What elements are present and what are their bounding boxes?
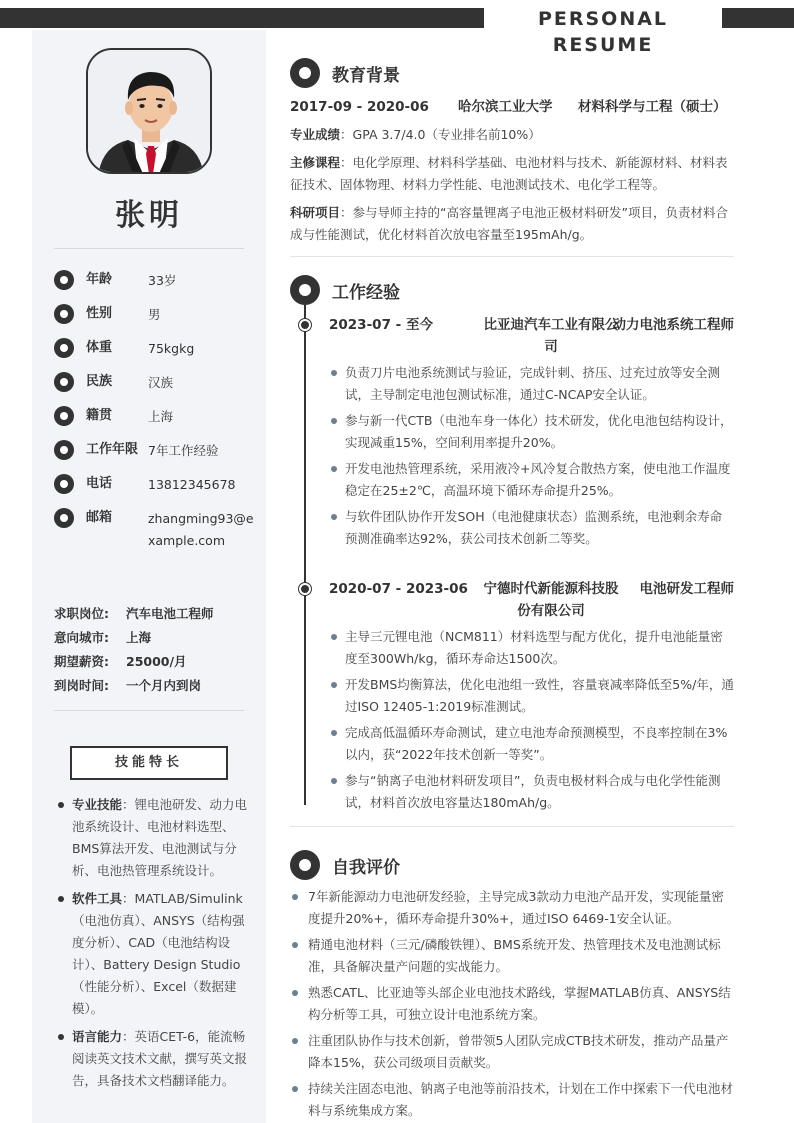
list-item: 熟悉CATL、比亚迪等头部企业电池技术路线，掌握MATLAB仿真、ANSYS结构分析等工具，可独立设计电池系统方案。 <box>290 982 734 1026</box>
education-school: 哈尔滨工业大学 <box>458 99 553 115</box>
education-detail: 专业成绩：GPA 3.7/4.0（专业排名前10%） <box>290 127 541 142</box>
skill-text: 英语CET-6，能流畅阅读英文技术文献，撰写英文报告，具备技术文档翻译能力。 <box>72 1029 248 1088</box>
job-company: 宁德时代新能源科技股份有限公司 <box>483 581 619 619</box>
detail-text: GPA 3.7/4.0（专业排名前10%） <box>352 127 541 142</box>
candidate-name: 张明 <box>115 198 183 233</box>
info-value: 7年工作经验 <box>148 443 219 458</box>
list-item: 持续关注固态电池、钠离子电池等前沿技术，计划在工作中探索下一代电池材料与系统集成方案。 <box>290 1078 734 1122</box>
detail-label: 专业成绩 <box>290 127 341 142</box>
job-intent-value: 25000/月 <box>126 654 187 669</box>
work-section-header <box>290 275 400 305</box>
bullet-circle-icon <box>54 372 74 392</box>
info-value: 13812345678 <box>148 477 236 492</box>
info-label: 邮箱 <box>86 510 113 525</box>
bullet-circle-icon <box>54 406 74 426</box>
timeline-dot-icon <box>299 319 311 331</box>
list-item: 专业技能：锂电池研发、动力电池系统设计、电池材料选型、BMS算法开发、电池测试与分析、电池热管理系统设计。 <box>56 794 252 882</box>
detail-text: 参与导师主持的“高容量锂离子电池正极材料研发”项目，负责材料合成与性能测试，优化材料首次放电容量至195mAh/g。 <box>290 205 728 242</box>
list-item: 开发电池热管理系统，采用液冷+风冷复合散热方案，使电池工作温度稳定在25±2℃，高温环境下循环寿命提升25%。 <box>329 458 734 502</box>
list-item: 完成高低温循环寿命测试，建立电池寿命预测模型，不良率控制在3%以内，获“2022年技术创新一等奖”。 <box>329 722 734 766</box>
job-bullets <box>329 362 734 550</box>
info-label: 民族 <box>86 374 113 389</box>
skill-label: 软件工具 <box>72 891 123 906</box>
info-value: zhangming93@example.com <box>148 511 254 548</box>
section-title: 工作经验 <box>332 282 400 303</box>
timeline-dot-icon <box>299 583 311 595</box>
bullet-circle-icon <box>54 270 74 290</box>
info-row-weight <box>54 338 254 372</box>
list-item: 与软件团队协作开发SOH（电池健康状态）监测系统，电池剩余寿命预测准确率达92%，获公司技术创新二等奖。 <box>329 506 734 550</box>
job-date: 2023-07 - 至今 <box>329 317 433 333</box>
section-circle-icon <box>290 850 320 880</box>
section-title: 自我评价 <box>332 857 400 878</box>
main-content <box>290 0 734 1123</box>
info-label: 籍贯 <box>86 408 113 423</box>
sidebar <box>32 30 266 1123</box>
job-intent-label: 期望薪资: <box>54 654 109 669</box>
education-detail: 主修课程：电化学原理、材料科学基础、电池材料与技术、新能源材料、材料表征技术、固体物理、材料力学性能、电池测试技术、电化学工程等。 <box>290 155 728 192</box>
job-intent-row <box>54 602 254 626</box>
job-entry <box>290 578 734 818</box>
job-intent-row <box>54 674 254 698</box>
job-header <box>329 578 734 622</box>
section-title: 教育背景 <box>332 65 400 86</box>
skill-text: 锂电池研发、动力电池系统设计、电池材料选型、BMS算法开发、电池测试与分析、电池热管理系统设计。 <box>72 797 248 878</box>
info-row-email <box>54 508 254 578</box>
bullet-circle-icon <box>54 474 74 494</box>
section-circle-icon <box>290 58 320 88</box>
list-item: 参与“钠离子电池材料研发项目”，负责电极材料合成与电化学性能测试，材料首次放电容量达180mAh/g。 <box>329 770 734 814</box>
job-entry <box>290 314 734 554</box>
sidebar-divider <box>54 248 244 249</box>
info-value: 33岁 <box>148 273 177 288</box>
list-item: 语言能力：英语CET-6，能流畅阅读英文技术文献，撰写英文报告，具备技术文档翻译能力。 <box>56 1026 252 1092</box>
avatar-portrait-icon <box>88 50 212 174</box>
list-item: 软件工具：MATLAB/Simulink（电池仿真）、ANSYS（结构强度分析）、CAD（电池结构设计）、Battery Design Studio（性能分析）、Excel（数据建模）。 <box>56 888 252 1020</box>
info-row-age <box>54 270 254 304</box>
job-intent-list <box>54 602 254 698</box>
section-circle-icon <box>290 275 320 305</box>
education-date: 2017-09 - 2020-06 <box>290 99 429 115</box>
list-item: 开发BMS均衡算法，优化电池组一致性，容量衰减率降低至5%/年，通过ISO 12405-1:2019标准测试。 <box>329 674 734 718</box>
list-item: 主导三元锂电池（NCM811）材料选型与配方优化，提升电池能量密度至300Wh/kg，循环寿命达1500次。 <box>329 626 734 670</box>
avatar <box>86 48 212 174</box>
sidebar-divider <box>54 710 244 711</box>
job-intent-row <box>54 626 254 650</box>
education-entry <box>290 96 734 246</box>
info-label: 体重 <box>86 340 113 355</box>
job-intent-value: 一个月内到岗 <box>126 678 202 693</box>
education-section-header <box>290 58 400 88</box>
section-divider <box>290 256 734 257</box>
skill-label: 专业技能 <box>72 797 123 812</box>
resume-banner-title: PERSONAL RESUME <box>537 8 669 56</box>
job-intent-label: 求职岗位: <box>54 606 109 621</box>
info-row-phone <box>54 474 254 508</box>
self-eval-list <box>290 886 734 1123</box>
info-value: 汉族 <box>148 375 174 390</box>
info-row-hometown <box>54 406 254 440</box>
list-item: 7年新能源动力电池研发经验，主导完成3款动力电池产品开发，实现能量密度提升20%+，循环寿命提升30%+，通过ISO 6469-1安全认证。 <box>290 886 734 930</box>
info-row-experience-years <box>54 440 254 474</box>
list-item: 注重团队协作与技术创新，曾带领5人团队完成CTB技术研发，推动产品量产降本15%，获公司级项目贡献奖。 <box>290 1030 734 1074</box>
bullet-circle-icon <box>54 440 74 460</box>
bullet-circle-icon <box>54 338 74 358</box>
job-intent-value: 上海 <box>126 630 152 645</box>
info-label: 性别 <box>86 306 113 321</box>
detail-text: 电化学原理、材料科学基础、电池材料与技术、新能源材料、材料表征技术、固体物理、材料力学性能、电池测试技术、电化学工程等。 <box>290 155 728 192</box>
info-label: 工作年限 <box>86 442 139 457</box>
basic-info-list <box>54 270 254 578</box>
section-divider <box>290 826 734 827</box>
education-major: 材料科学与工程（硕士） <box>578 99 727 115</box>
info-label: 年龄 <box>86 272 113 287</box>
education-detail: 科研项目：参与导师主持的“高容量锂离子电池正极材料研发”项目，负责材料合成与性能测试，优化材料首次放电容量至195mAh/g。 <box>290 205 728 242</box>
info-value: 75kgkg <box>148 341 195 356</box>
job-intent-label: 到岗时间: <box>54 678 109 693</box>
list-item: 参与新一代CTB（电池车身一体化）技术研发，优化电池包结构设计，实现减重15%，空间利用率提升20%。 <box>329 410 734 454</box>
info-row-gender <box>54 304 254 338</box>
job-header <box>329 314 734 358</box>
job-intent-value: 汽车电池工程师 <box>126 606 214 621</box>
job-intent-label: 意向城市: <box>54 630 109 645</box>
info-row-ethnicity <box>54 372 254 406</box>
self-eval-section-header <box>290 850 400 880</box>
detail-label: 科研项目 <box>290 205 341 220</box>
info-label: 电话 <box>86 476 113 491</box>
list-item: 精通电池材料（三元/磷酸铁锂）、BMS系统开发、热管理技术及电池测试标准，具备解决量产问题的实战能力。 <box>290 934 734 978</box>
bullet-circle-icon <box>54 304 74 324</box>
skills-list <box>56 794 252 1098</box>
detail-label: 主修课程 <box>290 155 341 170</box>
bullet-circle-icon <box>54 508 74 528</box>
skill-text: MATLAB/Simulink（电池仿真）、ANSYS（结构强度分析）、CAD（电池结构设计）、Battery Design Studio（性能分析）、Excel（数据建模）。 <box>72 891 245 1016</box>
job-position: 电池研发工程师 <box>639 581 734 597</box>
info-value: 男 <box>148 307 161 322</box>
job-date: 2020-07 - 2023-06 <box>329 581 468 597</box>
job-intent-row <box>54 650 254 674</box>
job-bullets <box>329 626 734 814</box>
info-value: 上海 <box>148 409 174 424</box>
skill-label: 语言能力 <box>72 1029 123 1044</box>
education-header <box>290 96 734 118</box>
job-position: 动力电池系统工程师 <box>612 317 734 333</box>
list-item: 负责刀片电池系统测试与验证，完成针刺、挤压、过充过放等安全测试，主导制定电池包测试标准，通过C-NCAP安全认证。 <box>329 362 734 406</box>
job-company: 比亚迪汽车工业有限公司 <box>483 317 619 355</box>
skills-section-title: 技能特长 <box>70 746 228 780</box>
